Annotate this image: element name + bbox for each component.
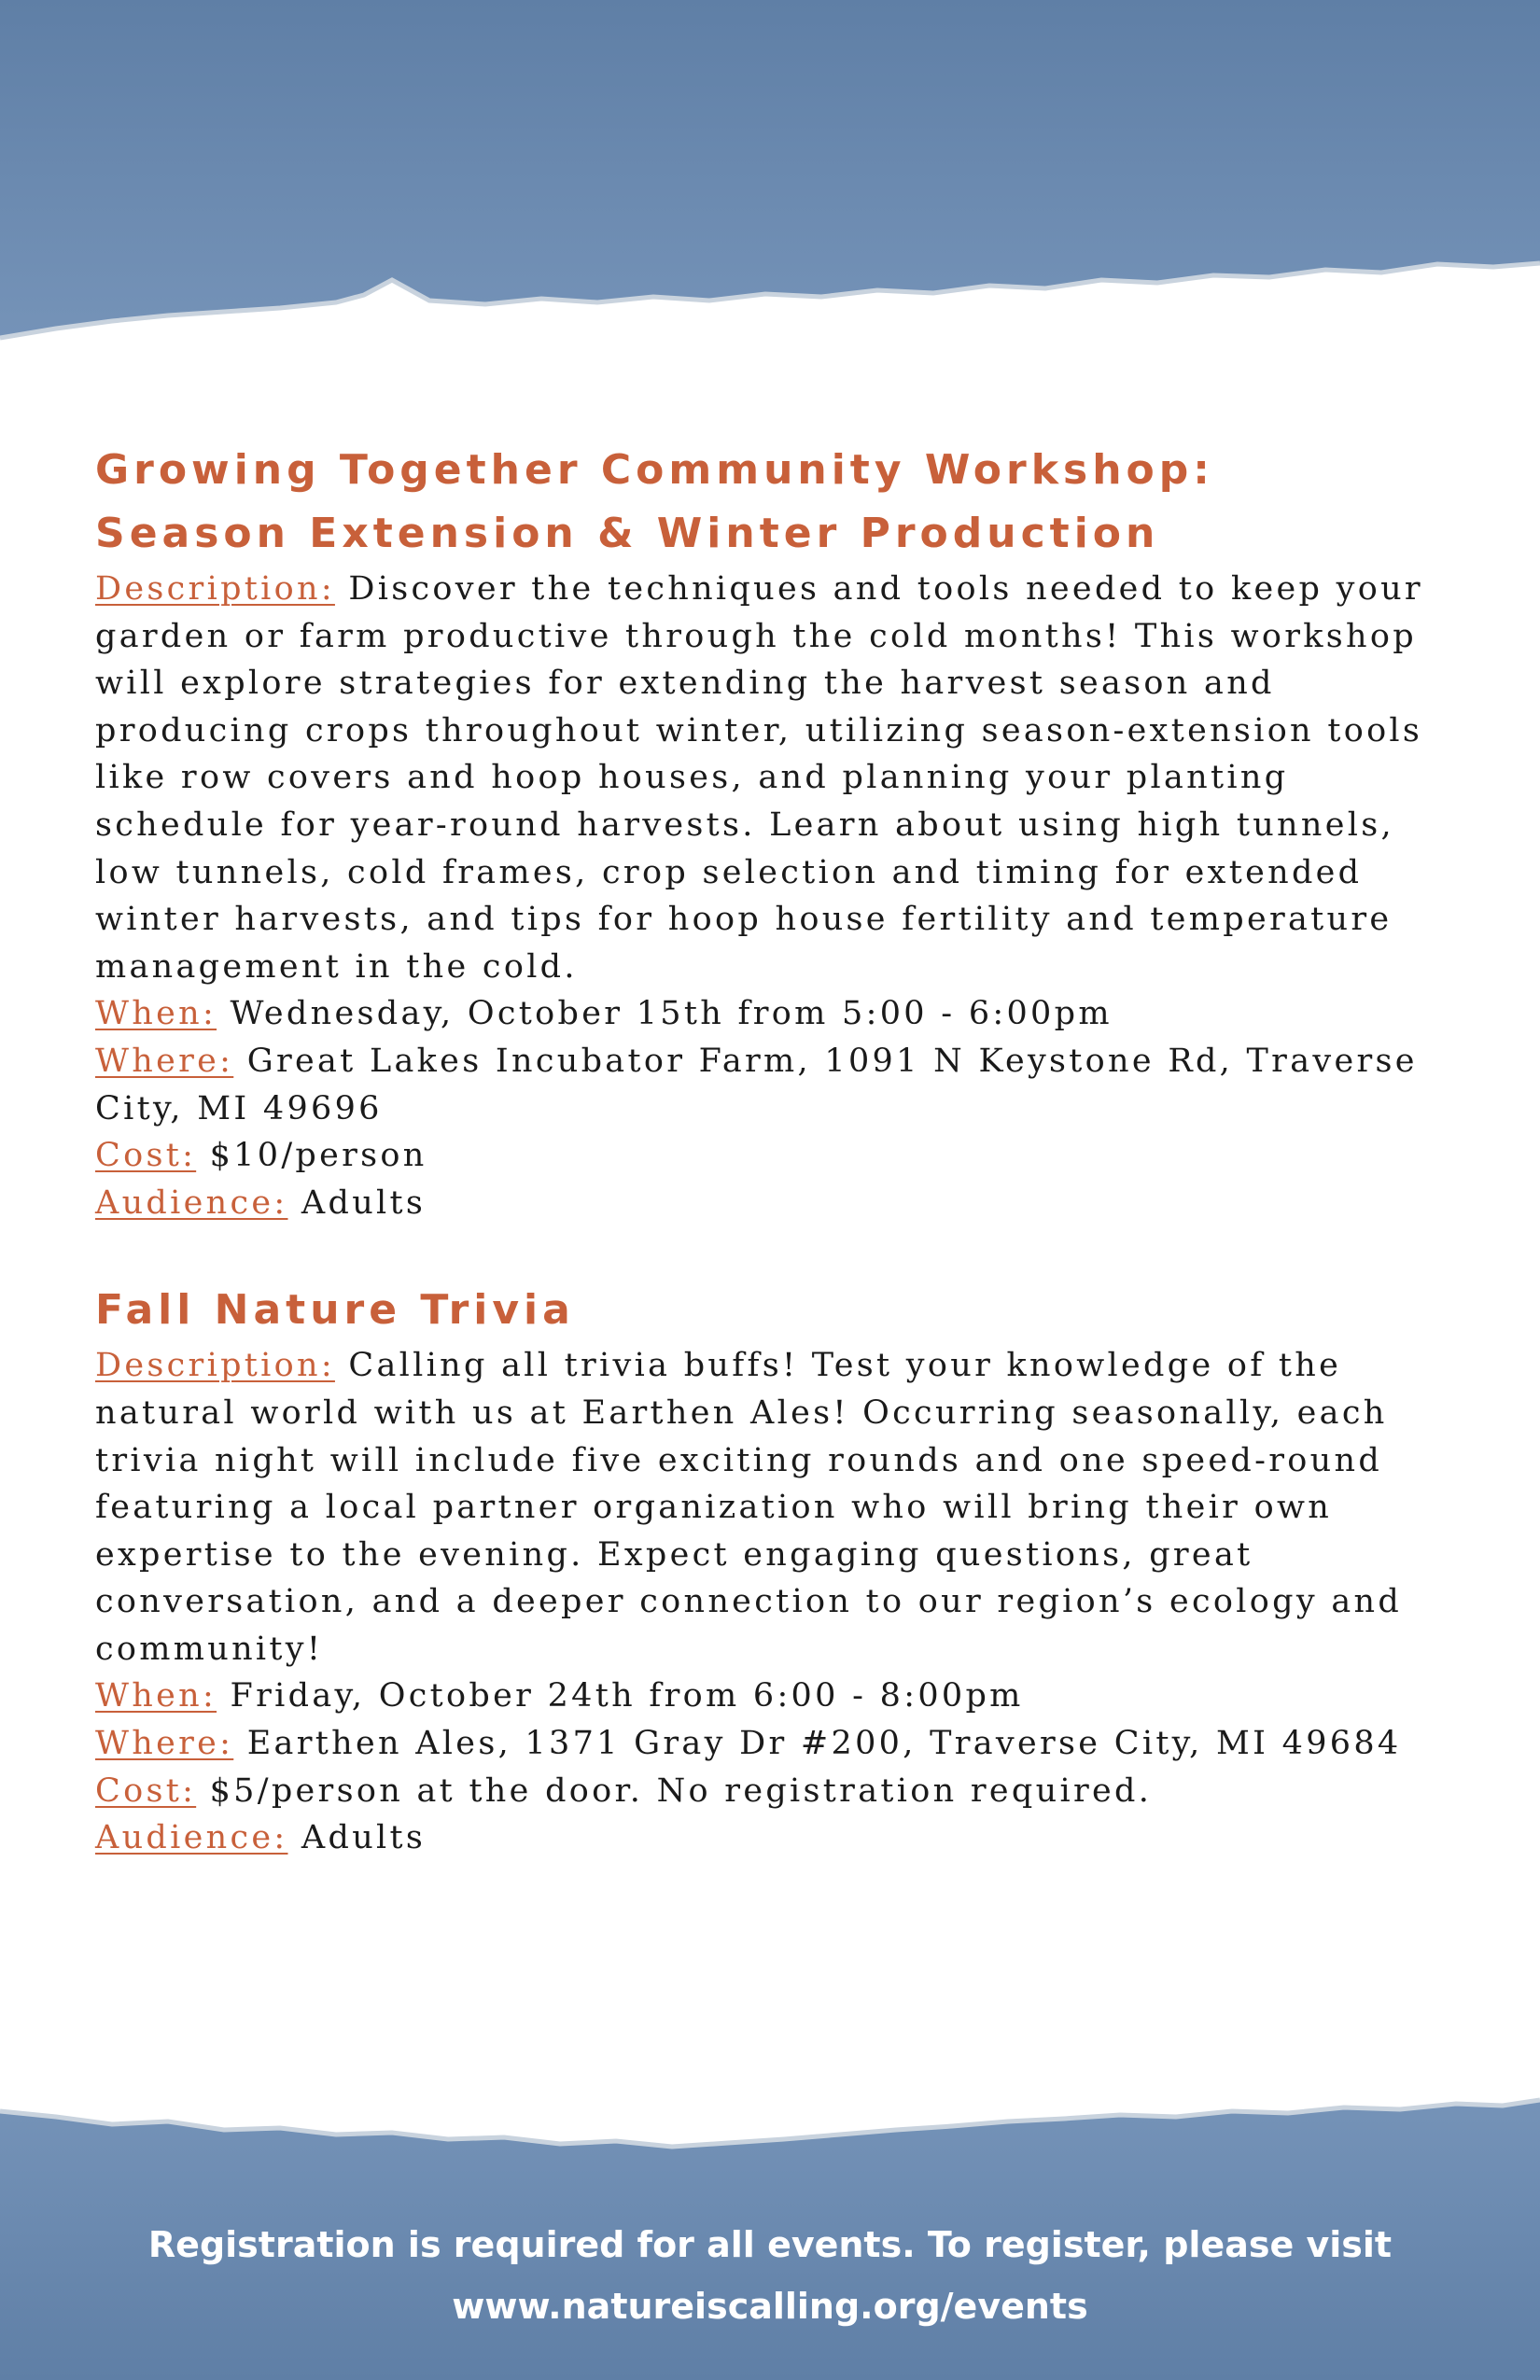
- cost-label: Cost:: [95, 1137, 197, 1175]
- when-label: When:: [95, 1677, 217, 1715]
- event-workshop: [95, 439, 1458, 1226]
- description-text: Calling all trivia buffs! Test your knowledge of the natural world with us at Earthen Ales! Occurring seasonally, each trivia night will include five exciting rounds and one speed-round featuring a local partner organization who will bring their own expertise to the evening. Expect engaging questions, great conversation, and a deeper connection to our region’s ecology and community!: [95, 1347, 1403, 1668]
- audience-label: Audience:: [95, 1819, 288, 1857]
- registration-footer: [0, 2214, 1540, 2337]
- where-text: Earthen Ales, 1371 Gray Dr #200, Traverse City, MI 49684: [246, 1725, 1402, 1763]
- audience-label: Audience:: [95, 1183, 288, 1222]
- audience-text: Adults: [301, 1183, 427, 1222]
- footer-url: www.natureiscalling.org/events: [452, 2286, 1088, 2327]
- event-trivia: [95, 1279, 1458, 1862]
- event-title: [95, 1279, 1458, 1342]
- event-when: [95, 990, 1458, 1038]
- cost-text: $10/person: [209, 1137, 427, 1175]
- top-torn-paper-band: [0, 0, 1540, 364]
- event-audience: [95, 1814, 1458, 1862]
- event-cost: [95, 1132, 1458, 1180]
- event-where: [95, 1038, 1458, 1132]
- event-audience: [95, 1180, 1458, 1227]
- event-title: [95, 439, 1458, 566]
- description-text: Discover the techniques and tools needed to keep your garden or farm productive through the cold months! This workshop will explore strategies for extending the harvest season and producing crops throughout winter, utilizing season-extension tools like row covers and hoop houses, and planning your planting schedule for year-round harvests. Learn about using high tunnels, low tunnels, cold frames, crop selection and timing for extended winter harvests, and tips for hoop house fertility and temperature management in the cold.: [95, 570, 1423, 986]
- where-text: Great Lakes Incubator Farm, 1091 N Keystone Rd, Traverse City, MI 49696: [95, 1042, 1418, 1127]
- audience-text: Adults: [301, 1819, 427, 1857]
- event-where: [95, 1720, 1458, 1768]
- when-label: When:: [95, 995, 217, 1033]
- footer-line-1: Registration is required for all events. To register, please visit: [147, 2224, 1393, 2265]
- event-description: [95, 566, 1458, 990]
- cost-label: Cost:: [95, 1771, 197, 1810]
- event-description: [95, 1342, 1458, 1673]
- description-label: Description:: [95, 570, 335, 608]
- where-label: Where:: [95, 1725, 234, 1763]
- event-title-line-1: Growing Together Community Workshop:: [95, 446, 1214, 494]
- events-content: [95, 439, 1458, 1862]
- where-label: Where:: [95, 1042, 234, 1080]
- cost-text: $5/person at the door. No registration required.: [209, 1771, 1153, 1810]
- description-label: Description:: [95, 1347, 335, 1385]
- when-text: Friday, October 24th from 6:00 - 8:00pm: [230, 1677, 1024, 1715]
- event-cost: [95, 1768, 1458, 1815]
- event-when: [95, 1673, 1458, 1720]
- event-title-line-1: Fall Nature Trivia: [95, 1286, 575, 1335]
- event-title-line-2: Season Extension & Winter Production: [95, 510, 1160, 557]
- when-text: Wednesday, October 15th from 5:00 - 6:00pm: [230, 995, 1113, 1033]
